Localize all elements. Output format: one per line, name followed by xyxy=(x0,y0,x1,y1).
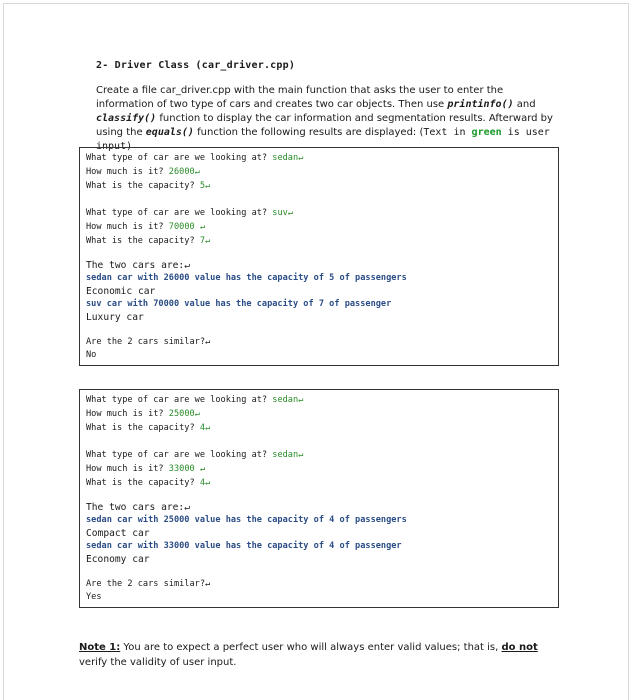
prompt-type-1: What type of car are we looking at? sedan↵ xyxy=(86,153,304,163)
input-price-1: 26000 xyxy=(168,167,195,177)
intro-text-1: Create a file car_driver.cpp with the main function that asks the user to enter the information of two type of cars and creates two car objects. Then use xyxy=(96,85,504,110)
section-heading: 2- Driver Class (car_driver.cpp) xyxy=(96,60,296,71)
prompt-type-1: What type of car are we looking at? sedan↵ xyxy=(86,395,304,405)
note-text-1: You are to expect a perfect user who will always enter valid values; that is, xyxy=(120,642,502,653)
console-example-2 xyxy=(79,389,559,608)
printinfo-function: printinfo() xyxy=(447,99,514,110)
note-label: Note 1: xyxy=(79,642,121,653)
return-icon: ↵ xyxy=(205,579,211,589)
return-icon: ↵ xyxy=(205,423,211,433)
intro-text-5: Text in xyxy=(423,127,472,138)
classification-1: Compact car xyxy=(86,528,150,539)
two-cars-label: The two cars are:↵ xyxy=(86,260,190,271)
classify-function: classify() xyxy=(96,113,157,124)
prompt-type-2: What type of car are we looking at? suv↵ xyxy=(86,208,293,218)
result-line-1: sedan car with 25000 value has the capacity of 4 of passengers xyxy=(86,515,407,525)
return-icon: ↵ xyxy=(298,395,304,405)
return-icon: ↵ xyxy=(298,153,304,163)
intro-text-4: function the following results are displayed: ( xyxy=(193,127,424,138)
return-icon: ↵ xyxy=(184,260,190,271)
classification-2: Luxury car xyxy=(86,312,144,323)
input-type-1: sedan xyxy=(272,153,299,163)
return-icon: ↵ xyxy=(194,167,200,177)
return-icon: ↵ xyxy=(287,208,293,218)
prompt-capacity-2: What is the capacity? 7↵ xyxy=(86,236,211,246)
input-type-2: suv xyxy=(272,208,288,218)
prompt-price-1: How much is it? 26000↵ xyxy=(86,167,200,177)
similar-answer: No xyxy=(86,350,97,360)
prompt-capacity-1: What is the capacity? 4↵ xyxy=(86,423,211,433)
result-line-1: sedan car with 26000 value has the capacity of 5 of passengers xyxy=(86,273,407,283)
return-icon: ↵ xyxy=(199,464,206,474)
return-icon: ↵ xyxy=(205,478,211,488)
result-line-2: sedan car with 33000 value has the capacity of 4 of passenger xyxy=(86,541,402,551)
intro-text-6: is user input) xyxy=(96,127,550,152)
two-cars-label: The two cars are:↵ xyxy=(86,502,190,513)
prompt-capacity-1: What is the capacity? 5↵ xyxy=(86,181,211,191)
classification-2: Economy car xyxy=(86,554,150,565)
note-text-2: verify the validity of user input. xyxy=(79,657,237,668)
input-price-1: 25000 xyxy=(168,409,195,419)
classification-1: Economic car xyxy=(86,286,156,297)
similar-question: Are the 2 cars similar?↵ xyxy=(86,579,211,589)
green-word: green xyxy=(471,127,502,138)
prompt-price-1: How much is it? 25000↵ xyxy=(86,409,200,419)
input-capacity-1: 4 xyxy=(199,423,206,433)
prompt-capacity-2: What is the capacity? 4↵ xyxy=(86,478,211,488)
input-type-1: sedan xyxy=(272,395,299,405)
return-icon: ↵ xyxy=(199,222,206,232)
similar-question: Are the 2 cars similar?↵ xyxy=(86,337,211,347)
note-paragraph xyxy=(79,640,569,670)
do-not-emphasis: do not xyxy=(501,642,538,653)
prompt-type-2: What type of car are we looking at? sedan↵ xyxy=(86,450,304,460)
input-price-2: 33000 xyxy=(168,464,200,474)
prompt-price-2: How much is it? 70000 ↵ xyxy=(86,222,206,232)
input-price-2: 70000 xyxy=(168,222,200,232)
return-icon: ↵ xyxy=(205,181,211,191)
input-capacity-2: 7 xyxy=(199,236,206,246)
input-capacity-2: 4 xyxy=(199,478,206,488)
intro-text-3: function to display the car information and segmentation results. Afterward by using the xyxy=(96,113,553,138)
intro-paragraph xyxy=(96,84,556,154)
intro-text-2: and xyxy=(513,99,536,110)
return-icon: ↵ xyxy=(194,409,200,419)
input-capacity-1: 5 xyxy=(199,181,206,191)
return-icon: ↵ xyxy=(205,337,211,347)
similar-answer: Yes xyxy=(86,592,102,602)
return-icon: ↵ xyxy=(184,502,190,513)
result-line-2: suv car with 70000 value has the capacity of 7 of passenger xyxy=(86,299,392,309)
input-type-2: sedan xyxy=(272,450,299,460)
prompt-price-2: How much is it? 33000 ↵ xyxy=(86,464,206,474)
return-icon: ↵ xyxy=(205,236,211,246)
return-icon: ↵ xyxy=(298,450,304,460)
equals-function: equals() xyxy=(145,127,194,138)
console-example-1 xyxy=(79,147,559,366)
